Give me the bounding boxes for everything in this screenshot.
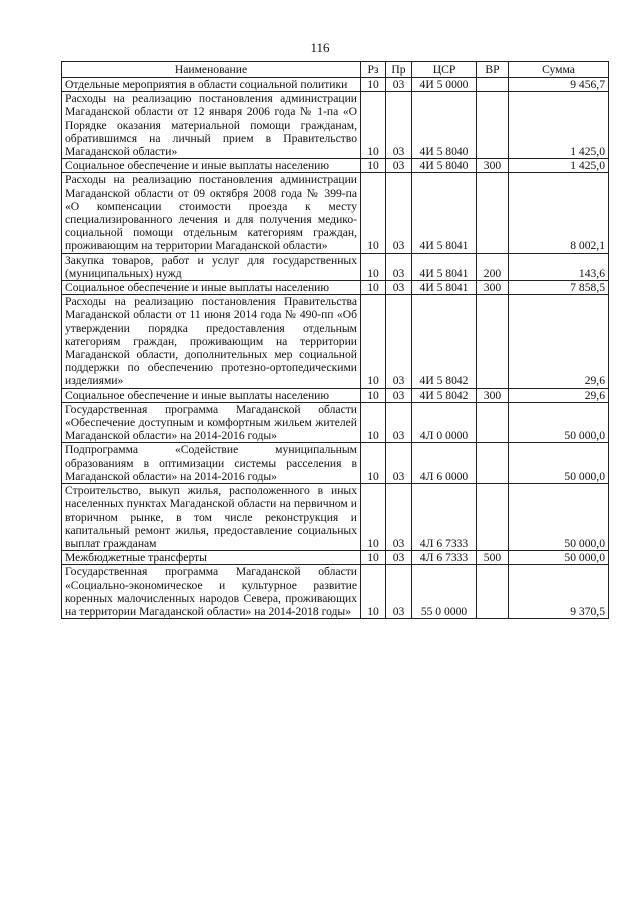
- row-pr: 03: [386, 173, 412, 253]
- row-pr: 03: [386, 402, 412, 443]
- table-row: [62, 78, 609, 92]
- row-pr: 03: [386, 295, 412, 388]
- row-vr: [477, 92, 509, 159]
- row-csr: 4И 5 8040: [412, 159, 477, 173]
- row-vr: [477, 295, 509, 388]
- row-name: Социальное обеспечение и иные выплаты населению: [62, 159, 361, 173]
- row-rz: 10: [361, 281, 386, 295]
- table-row: [62, 295, 609, 388]
- row-rz: 10: [361, 388, 386, 402]
- row-csr: 55 0 0000: [412, 565, 477, 619]
- row-vr: 500: [477, 551, 509, 565]
- table-row: [62, 159, 609, 173]
- table-header-row: [62, 62, 609, 78]
- row-pr: 03: [386, 92, 412, 159]
- row-sum: 7 858,5: [509, 281, 609, 295]
- row-name: Социальное обеспечение и иные выплаты населению: [62, 281, 361, 295]
- row-vr: [477, 173, 509, 253]
- table-row: [62, 443, 609, 484]
- row-name: Межбюджетные трансферты: [62, 551, 361, 565]
- row-sum: 29,6: [509, 388, 609, 402]
- table-row: [62, 92, 609, 159]
- row-vr: [477, 78, 509, 92]
- row-name: Расходы на реализацию постановления Правительства Магаданской области от 11 июня 2014 года № 490-пп «Об утверждении порядка предоставления отдельным категориям граждан, проживающим на территории Магаданской области, дополнительных мер социальной поддержки по обеспечению протезно-ортопедическими изделиями»: [62, 295, 361, 388]
- row-sum: 50 000,0: [509, 484, 609, 551]
- table-row: [62, 173, 609, 253]
- row-csr: 4И 5 0000: [412, 78, 477, 92]
- row-name: Расходы на реализацию постановления администрации Магаданской области от 09 октября 2008 года № 399-па «О компенсации стоимости проезда к месту специализированного лечения и для получения медико-социальной помощи отдельным категориям граждан, проживающим на территории Магаданской области»: [62, 173, 361, 253]
- row-name: Социальное обеспечение и иные выплаты населению: [62, 388, 361, 402]
- row-rz: 10: [361, 443, 386, 484]
- row-sum: 143,6: [509, 253, 609, 280]
- row-csr: 4Л 6 7333: [412, 484, 477, 551]
- row-rz: 10: [361, 551, 386, 565]
- budget-table: [61, 61, 609, 619]
- row-pr: 03: [386, 159, 412, 173]
- row-vr: 200: [477, 253, 509, 280]
- table-row: [62, 388, 609, 402]
- row-vr: 300: [477, 388, 509, 402]
- row-name: Закупка товаров, работ и услуг для государственных (муниципальных) нужд: [62, 253, 361, 280]
- row-pr: 03: [386, 484, 412, 551]
- row-sum: 50 000,0: [509, 551, 609, 565]
- row-rz: 10: [361, 173, 386, 253]
- row-pr: 03: [386, 281, 412, 295]
- header-name: Наименование: [62, 62, 361, 78]
- row-vr: 300: [477, 159, 509, 173]
- row-sum: 9 370,5: [509, 565, 609, 619]
- row-sum: 1 425,0: [509, 92, 609, 159]
- row-csr: 4И 5 8040: [412, 92, 477, 159]
- table-row: [62, 253, 609, 280]
- row-sum: 50 000,0: [509, 443, 609, 484]
- row-name: Строительство, выкуп жилья, расположенного в иных населенных пунктах Магаданской области на первичном и вторичном рынке, в том числе реконструкция и капитальный ремонт жилья, предоставление социальных выплат гражданам: [62, 484, 361, 551]
- row-rz: 10: [361, 78, 386, 92]
- row-sum: 29,6: [509, 295, 609, 388]
- row-pr: 03: [386, 565, 412, 619]
- row-name: Государственная программа Магаданской области «Социально-экономическое и культурное развитие коренных малочисленных народов Севера, проживающих на территории Магаданской области» на 2014-2018 годы»: [62, 565, 361, 619]
- row-vr: [477, 402, 509, 443]
- row-vr: [477, 443, 509, 484]
- table-row: [62, 402, 609, 443]
- row-pr: 03: [386, 78, 412, 92]
- header-rz: Рз: [361, 62, 386, 78]
- row-name: Подпрограмма «Содействие муниципальным образованиям в оптимизации системы расселения в Магаданской области» на 2014-2016 годы»: [62, 443, 361, 484]
- row-sum: 9 456,7: [509, 78, 609, 92]
- row-csr: 4И 5 8041: [412, 173, 477, 253]
- row-csr: 4Л 0 0000: [412, 402, 477, 443]
- row-vr: [477, 565, 509, 619]
- row-rz: 10: [361, 484, 386, 551]
- row-rz: 10: [361, 565, 386, 619]
- row-sum: 50 000,0: [509, 402, 609, 443]
- row-pr: 03: [386, 388, 412, 402]
- table-row: [62, 565, 609, 619]
- header-csr: ЦСР: [412, 62, 477, 78]
- row-csr: 4Л 6 0000: [412, 443, 477, 484]
- row-vr: 300: [477, 281, 509, 295]
- row-name: Государственная программа Магаданской области «Обеспечение доступным и комфортным жильем жителей Магаданской области» на 2014-2016 годы»: [62, 402, 361, 443]
- row-csr: 4И 5 8041: [412, 253, 477, 280]
- row-sum: 8 002,1: [509, 173, 609, 253]
- row-rz: 10: [361, 295, 386, 388]
- row-csr: 4И 5 8041: [412, 281, 477, 295]
- header-sum: Сумма: [509, 62, 609, 78]
- page-number: 116: [310, 40, 330, 55]
- header-vr: ВР: [477, 62, 509, 78]
- row-name: Отдельные мероприятия в области социальной политики: [62, 78, 361, 92]
- header-pr: Пр: [386, 62, 412, 78]
- table-row: [62, 484, 609, 551]
- row-name: Расходы на реализацию постановления администрации Магаданской области от 12 января 2006 года № 1-па «О Порядке оказания материальной помощи гражданам, обратившимся на личный прием в Правительство Магаданской области»: [62, 92, 361, 159]
- row-pr: 03: [386, 551, 412, 565]
- table-row: [62, 281, 609, 295]
- row-sum: 1 425,0: [509, 159, 609, 173]
- row-rz: 10: [361, 159, 386, 173]
- table-row: [62, 551, 609, 565]
- row-vr: [477, 484, 509, 551]
- row-pr: 03: [386, 443, 412, 484]
- row-csr: 4Л 6 7333: [412, 551, 477, 565]
- row-rz: 10: [361, 92, 386, 159]
- row-csr: 4И 5 8042: [412, 295, 477, 388]
- row-rz: 10: [361, 402, 386, 443]
- row-rz: 10: [361, 253, 386, 280]
- row-csr: 4И 5 8042: [412, 388, 477, 402]
- row-pr: 03: [386, 253, 412, 280]
